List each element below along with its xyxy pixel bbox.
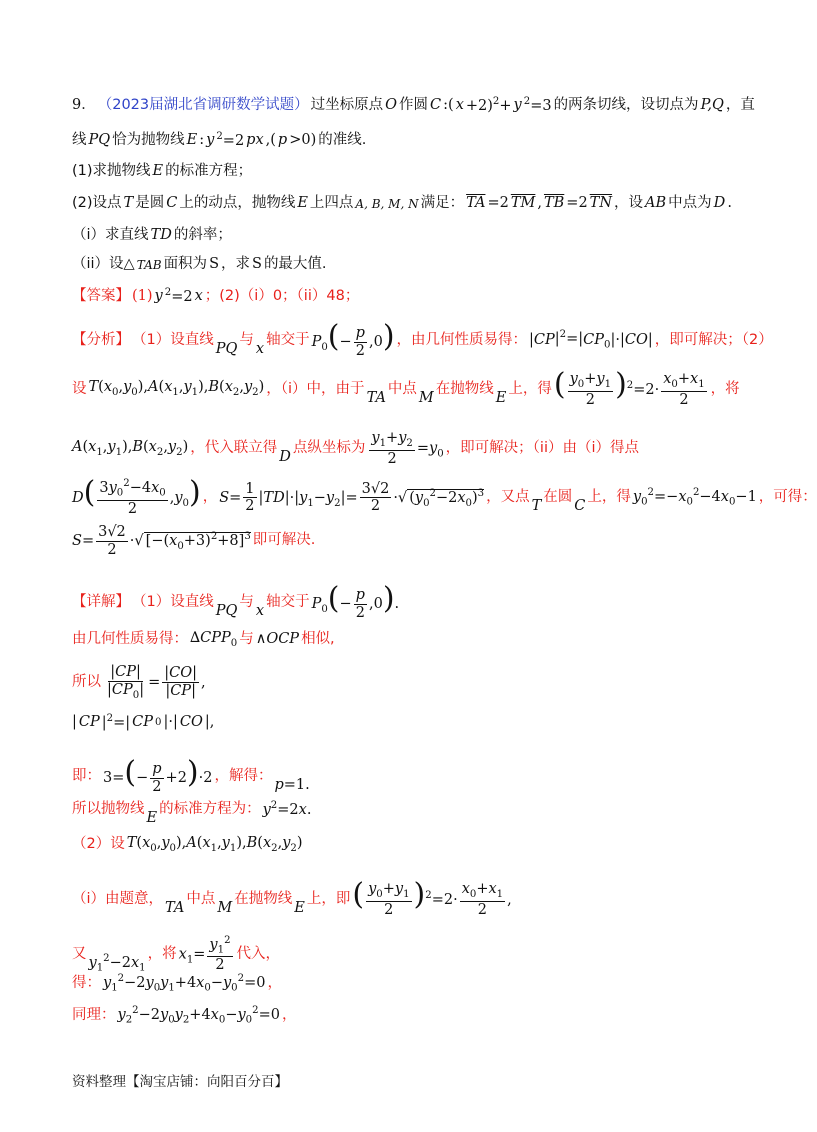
detail-label: 【详解】 <box>72 593 130 610</box>
problem-part-2: (2)设点 T 是圆 C 上的动点，抛物线 E 上四点 A, B, M, N 满足： $\overline{TA}$ =2 $\overline{TM}$ , $\overline{TB}$ =2 $\overline{TN}$ ，设 AB 中点为 D . <box>72 195 732 211</box>
problem-part-1: (1)求抛物线 E 的标准方程； <box>72 163 253 179</box>
analysis-line-2: 设 $T(x_0,y_0),A(x_1,y_1),B(x_2,y_2)$ ，（i）中，由于 TA 中点 M 在抛物线 E 上，得 ( $\frac{y_0+y_1}{2}$ )$^2$=2· $\frac{x_0+x_1}{2}$ ，将 <box>72 367 740 408</box>
answer-label: 【答案】 <box>72 287 130 304</box>
problem-number: 9． <box>72 96 96 113</box>
detail-line-3: 所以 $\frac{|CP|}{|CP_0|}$ = $\frac{|CO|}{|CP|}$ , <box>72 664 206 701</box>
answer-line: 【答案】 (1) y $^2$=2 x ；(2)（i）0；（ii）48； <box>72 287 360 305</box>
detail-line-4: | CP $|^2=|$ CP 0 |·| CO |, <box>72 713 215 731</box>
analysis-label: 【分析】 <box>72 331 130 348</box>
detail-line-1: 【详解】 （1）设直线 PQ 与 x 轴交于 $P_0(-$ $\frac{p}{2}$ ,0). <box>72 581 400 621</box>
problem-sub-1: （i）求直线 TD 的斜率； <box>72 227 232 243</box>
problem-source: （2023届湖北省调研数学试题） <box>97 96 309 113</box>
detail-line-9: 又 $y_1^2-2x_1$ ，将 $x_1=$ $\frac{y_1^2}{2}$ 代入， <box>72 935 281 974</box>
detail-line-7: （2）设 $T(x_0,y_0),A(x_1,y_1),B(x_2,y_2)$ <box>72 835 303 854</box>
problem-sub-2: （ii）设△ TAB 面积为 S ，求 S 的最大值. <box>72 256 327 272</box>
detail-line-2: 由几何性质易得： $\Delta CPP_0$ 与 ∧OCP 相似, <box>72 630 335 649</box>
analysis-line-3: $A(x_1,y_1),B(x_2,y_2)$ ，代入联立得 D 点纵坐标为 $\frac{y_1+y_2}{2}$ $=y_0$ ，即可解决；（ii）由（i）得点 <box>72 430 640 467</box>
problem-line-1: 9． （2023届湖北省调研数学试题） 过坐标原点 O 作圆 C :( x +2)$^2$+ y $^2$=3 的两条切线，设切点为 P,Q ，直 <box>72 96 755 114</box>
problem-line-2: 线 PQ 恰为抛物线 E : y $^2$=2 px ,( p >0) 的准线. <box>72 131 367 149</box>
detail-line-5: 即： 3=(− $\frac{p}{2}$ +2)·2 ，解得： p=1. <box>72 755 310 795</box>
detail-line-6: 所以抛物线 E 的标准方程为： $y^2=2x$. <box>72 800 312 826</box>
analysis-line-5: S= $\frac{3√2}{2}$ ·√ $[-(x_0+3)^2+8]^3$ 即可解决. <box>72 524 316 558</box>
detail-line-10: 得： $y_1^2-2y_0y_1+4x_0-y_0^2=0$ ， <box>72 973 282 994</box>
analysis-line-4: D( $\frac{3y_0^2-4x_0}{2}$ $,y_0$) ， S= $\frac{1}{2}$ $|TD|\cdot|y_1-y_2|=$ $\frac{3√2}{2}$ ·√ $(y_0^2-2x_0)^3$ ，又点 T 在圆 C 上，得 $y_0^2=-x_0^2-4x_0-1$ ，可得： <box>72 475 817 517</box>
analysis-line-1: 【分析】 （1）设直线 PQ 与 x 轴交于 $P_0(-$ $\frac{p}{2}$ ,0) ，由几何性质易得： $|CP|^2=|CP_0|\cdot|CO|$ ，即可解决；（2） <box>72 319 773 359</box>
page-footer: 资料整理【淘宝店铺：向阳百分百】 <box>72 1074 288 1090</box>
detail-line-8: （i）由题意， TA 中点 M 在抛物线 E 上，即 ( $\frac{y_0+y_1}{2}$ )$^2$=2· $\frac{x_0+x_1}{2}$ , <box>72 877 512 918</box>
detail-line-11: 同理： $y_2^2-2y_0y_2+4x_0-y_0^2=0$ ， <box>72 1005 297 1026</box>
